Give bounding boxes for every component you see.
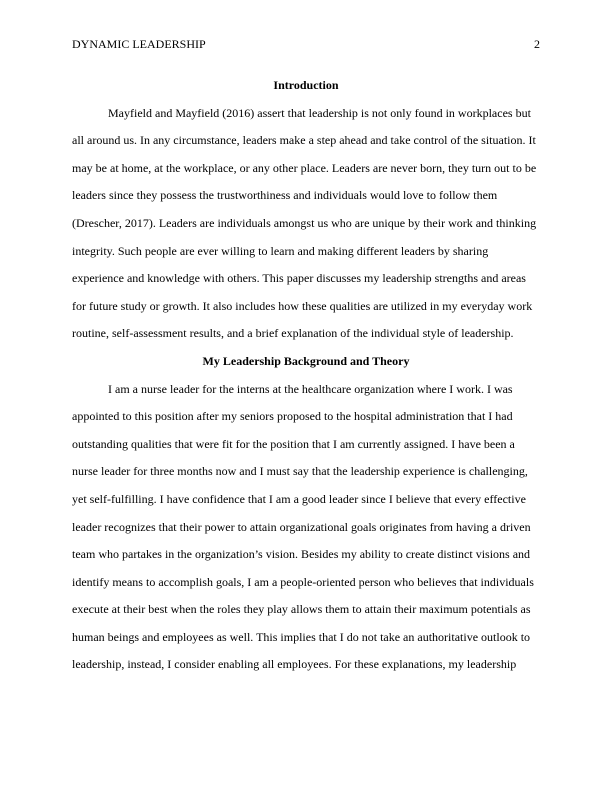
section-heading-introduction: Introduction [273, 78, 339, 92]
paragraph-line: nurse leader for three months now and I must say that the leadership experience is challenging, [72, 464, 528, 479]
paragraph-line: I am a nurse leader for the interns at the healthcare organization where I work. I was [108, 381, 513, 396]
paragraph-line: routine, self-assessment results, and a brief explanation of the individual style of leadership. [72, 326, 514, 341]
paragraph-line: may be at home, at the workplace, or any other place. Leaders are never born, they turn out to be [72, 160, 537, 175]
paragraph-line: appointed to this position after my seniors proposed to the hospital administration that I had [72, 409, 513, 424]
body-text [72, 72, 540, 679]
page-number: 2 [534, 37, 540, 51]
running-title: DYNAMIC LEADERSHIP [72, 37, 206, 51]
paragraph-line: Mayfield and Mayfield (2016) assert that leadership is not only found in workplaces but [108, 105, 531, 120]
paragraph-line: integrity. Such people are ever willing to learn and making different leaders by sharing [72, 243, 489, 258]
paragraph-line: all around us. In any circumstance, leaders make a step ahead and take control of the situation. It [72, 133, 536, 148]
paragraph-introduction [72, 100, 540, 348]
paragraph-line: experience and knowledge with others. This paper discusses my leadership strengths and areas [72, 271, 526, 286]
paragraph-line: human beings and employees as well. This implies that I do not take an authoritative outlook to [72, 629, 531, 644]
paragraph-line: identify means to accomplish goals, I am a people-oriented person who believes that individuals [72, 574, 534, 589]
paragraph-line: for future study or growth. It also includes how these qualities are utilized in my everyday work [72, 298, 533, 313]
paragraph-line: leaders since they possess the trustworthiness and individuals would love to follow them [72, 188, 498, 203]
running-head [72, 36, 540, 52]
paragraph-line: execute at their best when the roles they play allows them to attain their maximum potentials as [72, 602, 531, 617]
paragraph-line: (Drescher, 2017). Leaders are individuals amongst us who are unique by their work and thinking [72, 215, 537, 230]
section-heading-background: My Leadership Background and Theory [202, 353, 410, 368]
paragraph-line: outstanding qualities that were fit for the position that I am currently assigned. I have been a [72, 436, 515, 451]
paragraph-line: team who partakes in the organization’s vision. Besides my ability to create distinct visions and [72, 547, 531, 562]
paragraph-line: leadership, instead, I consider enabling all employees. For these explanations, my leadership [72, 657, 517, 672]
paragraph-background [72, 376, 540, 680]
paragraph-line: yet self-fulfilling. I have confidence that I am a good leader since I believe that every effective [72, 491, 526, 506]
paragraph-line: leader recognizes that their power to attain organizational goals originates from having a driven [72, 519, 531, 534]
